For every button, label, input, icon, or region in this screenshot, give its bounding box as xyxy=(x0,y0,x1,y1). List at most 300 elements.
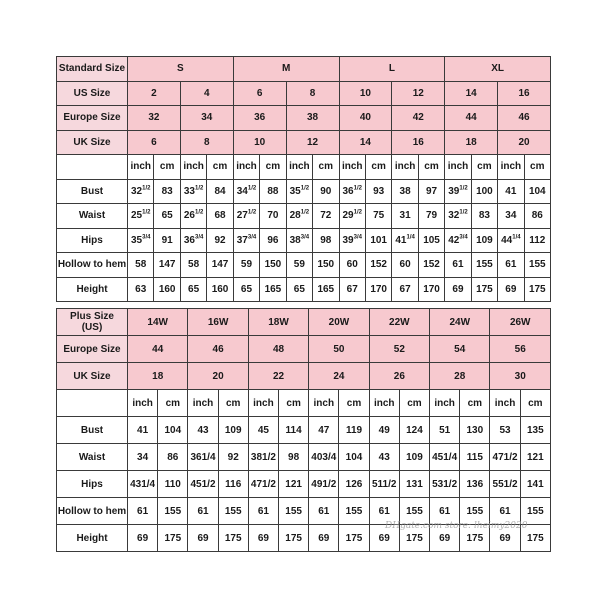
measure-cell xyxy=(339,204,365,229)
measure-value: 65 xyxy=(293,283,305,295)
measure-cell: 155 xyxy=(218,498,248,525)
measure-fraction: 1/2 xyxy=(247,185,257,192)
measure-cell xyxy=(233,228,259,253)
measure-cell xyxy=(365,179,391,204)
measure-cell xyxy=(471,277,497,302)
unit-inch: inch xyxy=(339,155,365,180)
measure-cell xyxy=(180,204,206,229)
measure-value: 65 xyxy=(161,210,173,222)
size-value: 44 xyxy=(128,336,188,363)
unit-inch: inch xyxy=(490,390,520,417)
standard-size-chart xyxy=(56,56,551,302)
measure-value: 32 xyxy=(130,185,143,197)
measure-cell xyxy=(286,204,312,229)
unit-inch: inch xyxy=(309,390,339,417)
measure-fraction: 3/4 xyxy=(353,234,362,241)
row-label: Bust xyxy=(57,179,128,204)
measure-cell xyxy=(365,253,391,278)
measure-cell xyxy=(286,228,312,253)
standard-size-row xyxy=(57,57,551,82)
measure-value: 165 xyxy=(317,283,335,295)
size-value: 8 xyxy=(180,130,233,155)
watermark: DHgate.com store: lheimy2020 xyxy=(385,521,528,531)
size-value: 20 xyxy=(498,130,551,155)
measure-value: 160 xyxy=(211,283,229,295)
size-value: 56 xyxy=(490,336,551,363)
measure-cell xyxy=(524,277,550,302)
size-value: 28 xyxy=(430,363,490,390)
measure-cell xyxy=(498,228,524,253)
size-value: 46 xyxy=(498,106,551,131)
unit-cm: cm xyxy=(218,390,248,417)
measure-cell xyxy=(498,253,524,278)
measure-value: 41 xyxy=(395,234,407,246)
measure-value: 93 xyxy=(373,185,385,197)
measure-fraction: 1/2 xyxy=(142,209,151,216)
measure-cell xyxy=(286,179,312,204)
row-label: US Size xyxy=(57,81,128,106)
measure-value: 100 xyxy=(476,185,493,197)
measure-value: 152 xyxy=(423,259,440,271)
size-value: 6 xyxy=(128,130,181,155)
measure-cell: 116 xyxy=(218,471,248,498)
row-label: Waist xyxy=(57,204,128,229)
measure-value: 32 xyxy=(448,210,460,222)
row-label: Standard Size xyxy=(57,57,128,82)
measure-fraction: 3/4 xyxy=(459,234,468,241)
measure-cell: 86 xyxy=(158,444,188,471)
row-label: UK Size xyxy=(57,363,128,390)
size-value: 32 xyxy=(128,106,181,131)
measure-value: 109 xyxy=(476,234,493,246)
measure-fraction: 3/4 xyxy=(142,234,151,241)
unit-cm: cm xyxy=(158,390,188,417)
measure-cell xyxy=(128,228,154,253)
unit-cm: cm xyxy=(154,155,180,180)
measure-value: 58 xyxy=(135,259,147,271)
measure-cell: 126 xyxy=(339,471,369,498)
measure-value: 41 xyxy=(505,185,517,197)
measure-row-bust xyxy=(57,179,551,204)
size-value: 20 xyxy=(188,363,248,390)
measure-cell: 175 xyxy=(158,525,188,552)
unit-inch: inch xyxy=(188,390,218,417)
measure-value: 70 xyxy=(267,210,279,222)
measure-value: 105 xyxy=(423,234,440,246)
measure-value: 35 xyxy=(130,234,143,246)
measure-cell: 121 xyxy=(520,444,550,471)
measure-value: 31 xyxy=(399,210,411,222)
measure-fraction: 1/4 xyxy=(406,234,415,241)
measure-cell xyxy=(445,253,471,278)
measure-cell: 53 xyxy=(490,417,520,444)
measure-value: 75 xyxy=(373,210,385,222)
row-label: Hollow to hem xyxy=(57,498,128,525)
measure-value: 65 xyxy=(240,283,253,295)
size-value: 10 xyxy=(233,130,286,155)
measure-value: 61 xyxy=(505,259,517,271)
measure-cell: 551/2 xyxy=(490,471,520,498)
uk-size-row xyxy=(57,130,551,155)
unit-cm: cm xyxy=(279,390,309,417)
measure-value: 60 xyxy=(346,259,358,271)
plus-size-value: 26W xyxy=(490,309,551,336)
measure-value: 170 xyxy=(423,283,440,295)
measure-value: 88 xyxy=(267,185,279,197)
size-value: 26 xyxy=(369,363,429,390)
measure-cell: 381/2 xyxy=(248,444,278,471)
measure-fraction: 1/2 xyxy=(194,209,204,216)
measure-row-height xyxy=(57,277,551,302)
measure-cell: 104 xyxy=(158,417,188,444)
measure-cell xyxy=(445,204,471,229)
measure-value: 59 xyxy=(240,259,253,271)
row-label: Hollow to hem xyxy=(57,253,128,278)
row-label: Height xyxy=(57,277,128,302)
measure-value: 36 xyxy=(183,234,195,246)
measure-cell: 175 xyxy=(460,525,490,552)
measure-cell xyxy=(128,204,154,229)
measure-cell: 175 xyxy=(279,525,309,552)
measure-row-hollow-to-hem xyxy=(57,253,551,278)
measure-value: 175 xyxy=(528,283,546,295)
unit-cm: cm xyxy=(399,390,429,417)
size-value: 46 xyxy=(188,336,248,363)
size-value: 16 xyxy=(392,130,445,155)
measure-cell xyxy=(365,228,391,253)
measure-fraction: 3/4 xyxy=(247,234,257,241)
measure-cell: 155 xyxy=(279,498,309,525)
measure-cell: 511/2 xyxy=(369,471,399,498)
unit-cm: cm xyxy=(418,155,444,180)
measure-fraction: 1/2 xyxy=(300,209,310,216)
measure-cell xyxy=(498,204,524,229)
measure-cell: 69 xyxy=(309,525,339,552)
unit-row xyxy=(57,155,551,180)
measure-cell xyxy=(392,277,418,302)
measure-cell xyxy=(233,277,259,302)
measure-value: 147 xyxy=(158,259,176,271)
measure-cell xyxy=(128,179,154,204)
size-value: 18 xyxy=(128,363,188,390)
measure-cell: 69 xyxy=(430,525,460,552)
size-value: 34 xyxy=(180,106,233,131)
measure-cell xyxy=(365,277,391,302)
measure-value: 155 xyxy=(528,259,546,271)
measure-cell: 43 xyxy=(369,444,399,471)
measure-cell xyxy=(418,253,444,278)
measure-value: 147 xyxy=(211,259,229,271)
measure-cell xyxy=(233,204,259,229)
measure-fraction: 1/2 xyxy=(247,209,257,216)
size-value: 22 xyxy=(248,363,308,390)
measure-value: 67 xyxy=(399,283,411,295)
measure-cell xyxy=(524,228,550,253)
measure-value: 34 xyxy=(505,210,517,222)
measure-cell: 155 xyxy=(460,498,490,525)
measure-cell xyxy=(498,277,524,302)
size-value: 48 xyxy=(248,336,308,363)
unit-cm: cm xyxy=(365,155,391,180)
measure-cell: 131 xyxy=(399,471,429,498)
measure-value: 34 xyxy=(236,185,248,197)
measure-value: 92 xyxy=(214,234,226,246)
measure-cell: 61 xyxy=(490,498,520,525)
row-label: Hips xyxy=(57,471,128,498)
measure-cell: 69 xyxy=(188,525,218,552)
size-group-xl: XL xyxy=(445,57,551,82)
size-value: 8 xyxy=(286,81,339,106)
measure-cell: 136 xyxy=(460,471,490,498)
measure-value: 160 xyxy=(158,283,176,295)
row-label: Europe Size xyxy=(57,336,128,363)
measure-cell xyxy=(524,179,550,204)
measure-cell: 124 xyxy=(399,417,429,444)
measure-cell xyxy=(339,179,365,204)
unit-row xyxy=(57,390,551,417)
measure-fraction: 1/2 xyxy=(194,185,204,192)
measure-cell: 121 xyxy=(279,471,309,498)
measure-value: 63 xyxy=(135,283,147,295)
size-value: 44 xyxy=(445,106,498,131)
measure-value: 83 xyxy=(161,185,173,197)
measure-cell xyxy=(128,277,154,302)
measure-cell: 155 xyxy=(158,498,188,525)
measure-cell: 471/2 xyxy=(248,471,278,498)
measure-cell xyxy=(313,277,339,302)
measure-value: 38 xyxy=(289,234,301,246)
row-label: Hips xyxy=(57,228,128,253)
unit-inch: inch xyxy=(128,390,158,417)
measure-value: 29 xyxy=(342,210,354,222)
measure-cell xyxy=(418,179,444,204)
measure-value: 165 xyxy=(264,283,282,295)
measure-cell xyxy=(207,228,233,253)
measure-cell xyxy=(445,179,471,204)
measure-cell xyxy=(392,179,418,204)
unit-inch: inch xyxy=(430,390,460,417)
measure-value: 150 xyxy=(317,259,335,271)
measure-cell xyxy=(418,277,444,302)
measure-cell: 155 xyxy=(339,498,369,525)
measure-fraction: 1/2 xyxy=(142,185,151,192)
measure-value: 37 xyxy=(236,234,248,246)
unit-inch: inch xyxy=(498,155,524,180)
size-value: 50 xyxy=(309,336,369,363)
measure-value: 170 xyxy=(370,283,387,295)
measure-cell: 41 xyxy=(128,417,158,444)
measure-cell xyxy=(260,253,286,278)
size-value: 12 xyxy=(392,81,445,106)
size-value: 2 xyxy=(128,81,181,106)
size-value: 52 xyxy=(369,336,429,363)
measure-cell: 175 xyxy=(399,525,429,552)
measure-cell xyxy=(392,204,418,229)
measure-cell xyxy=(471,228,497,253)
size-value: 12 xyxy=(286,130,339,155)
measure-cell: 403/4 xyxy=(309,444,339,471)
plus-size-value: 16W xyxy=(188,309,248,336)
measure-cell: 431/4 xyxy=(128,471,158,498)
measure-cell: 135 xyxy=(520,417,550,444)
measure-value: 84 xyxy=(214,185,226,197)
measure-value: 35 xyxy=(289,185,301,197)
unit-cm: cm xyxy=(339,390,369,417)
measure-value: 155 xyxy=(476,259,493,271)
europe-size-row xyxy=(57,106,551,131)
unit-cm: cm xyxy=(313,155,339,180)
measure-fraction: 1/2 xyxy=(459,185,468,192)
row-label: Plus Size (US) xyxy=(57,309,128,336)
us-size-row xyxy=(57,81,551,106)
measure-cell xyxy=(286,253,312,278)
unit-cm: cm xyxy=(471,155,497,180)
measure-value: 150 xyxy=(264,259,282,271)
measure-cell xyxy=(524,253,550,278)
measure-cell xyxy=(154,277,180,302)
measure-cell: 119 xyxy=(339,417,369,444)
measure-cell: 98 xyxy=(279,444,309,471)
size-value: 30 xyxy=(490,363,551,390)
measure-cell: 114 xyxy=(279,417,309,444)
unit-cm: cm xyxy=(260,155,286,180)
measure-cell xyxy=(260,228,286,253)
measure-cell xyxy=(260,179,286,204)
measure-cell: 43 xyxy=(188,417,218,444)
measure-cell xyxy=(445,228,471,253)
measure-cell xyxy=(498,179,524,204)
measure-cell: 61 xyxy=(309,498,339,525)
measure-cell xyxy=(524,204,550,229)
measure-value: 72 xyxy=(320,210,332,222)
measure-cell xyxy=(471,253,497,278)
measure-cell: 531/2 xyxy=(430,471,460,498)
measure-row-bust xyxy=(57,417,551,444)
row-label: Europe Size xyxy=(57,106,128,131)
measure-cell xyxy=(207,277,233,302)
measure-value: 152 xyxy=(370,259,387,271)
uk-size-row xyxy=(57,363,551,390)
measure-cell xyxy=(313,253,339,278)
measure-cell xyxy=(180,228,206,253)
unit-cm: cm xyxy=(207,155,233,180)
measure-cell: 175 xyxy=(520,525,550,552)
measure-cell xyxy=(339,253,365,278)
measure-cell: 69 xyxy=(369,525,399,552)
row-label: Waist xyxy=(57,444,128,471)
measure-cell xyxy=(154,228,180,253)
measure-value: 28 xyxy=(289,210,301,222)
measure-row-waist xyxy=(57,444,551,471)
measure-fraction: 1/2 xyxy=(459,209,468,216)
measure-cell: 61 xyxy=(248,498,278,525)
measure-cell: 34 xyxy=(128,444,158,471)
measure-cell: 69 xyxy=(490,525,520,552)
size-value: 6 xyxy=(233,81,286,106)
row-label: Bust xyxy=(57,417,128,444)
measure-value: 42 xyxy=(448,234,460,246)
measure-value: 60 xyxy=(399,259,411,271)
measure-row-waist xyxy=(57,204,551,229)
measure-cell: 45 xyxy=(248,417,278,444)
plus-size-value: 20W xyxy=(309,309,369,336)
measure-fraction: 3/4 xyxy=(300,234,310,241)
size-value: 38 xyxy=(286,106,339,131)
measure-cell: 175 xyxy=(218,525,248,552)
measure-cell xyxy=(471,204,497,229)
measure-cell: 104 xyxy=(339,444,369,471)
measure-cell xyxy=(445,277,471,302)
measure-cell: 141 xyxy=(520,471,550,498)
measure-cell: 61 xyxy=(188,498,218,525)
measure-cell xyxy=(207,253,233,278)
unit-cm: cm xyxy=(460,390,490,417)
measure-cell xyxy=(233,179,259,204)
measure-cell xyxy=(313,228,339,253)
measure-cell: 110 xyxy=(158,471,188,498)
measure-cell xyxy=(286,277,312,302)
measure-value: 68 xyxy=(214,210,226,222)
measure-cell xyxy=(339,277,365,302)
measure-cell: 47 xyxy=(309,417,339,444)
measure-value: 33 xyxy=(183,185,195,197)
measure-cell: 109 xyxy=(399,444,429,471)
plus-size-value: 14W xyxy=(128,309,188,336)
measure-value: 65 xyxy=(188,283,200,295)
measure-cell: 69 xyxy=(128,525,158,552)
measure-value: 97 xyxy=(425,185,438,197)
measure-cell xyxy=(471,179,497,204)
measure-cell: 451/4 xyxy=(430,444,460,471)
measure-value: 175 xyxy=(476,283,493,295)
measure-cell xyxy=(365,204,391,229)
measure-cell xyxy=(154,179,180,204)
measure-cell: 61 xyxy=(128,498,158,525)
measure-row-hips xyxy=(57,228,551,253)
unit-inch: inch xyxy=(180,155,206,180)
measure-value: 59 xyxy=(293,259,305,271)
measure-value: 91 xyxy=(161,234,173,246)
size-value: 18 xyxy=(445,130,498,155)
unit-cm: cm xyxy=(524,155,550,180)
measure-cell: 361/4 xyxy=(188,444,218,471)
measure-cell: 175 xyxy=(339,525,369,552)
size-value: 36 xyxy=(233,106,286,131)
measure-cell xyxy=(392,228,418,253)
measure-fraction: 1/4 xyxy=(512,234,521,241)
measure-cell xyxy=(154,253,180,278)
measure-value: 39 xyxy=(448,185,460,197)
unit-inch: inch xyxy=(286,155,312,180)
unit-inch: inch xyxy=(233,155,259,180)
size-value: 54 xyxy=(430,336,490,363)
measure-cell: 451/2 xyxy=(188,471,218,498)
row-label: UK Size xyxy=(57,130,128,155)
size-value: 40 xyxy=(339,106,392,131)
measure-fraction: 1/2 xyxy=(353,185,362,192)
measure-cell xyxy=(392,253,418,278)
measure-cell xyxy=(260,277,286,302)
measure-cell: 491/2 xyxy=(309,471,339,498)
plus-size-value: 22W xyxy=(369,309,429,336)
measure-cell xyxy=(180,253,206,278)
measure-cell: 61 xyxy=(430,498,460,525)
unit-inch: inch xyxy=(445,155,471,180)
measure-cell xyxy=(180,277,206,302)
measure-value: 101 xyxy=(370,234,387,246)
measure-cell: 69 xyxy=(248,525,278,552)
measure-value: 25 xyxy=(130,210,143,222)
